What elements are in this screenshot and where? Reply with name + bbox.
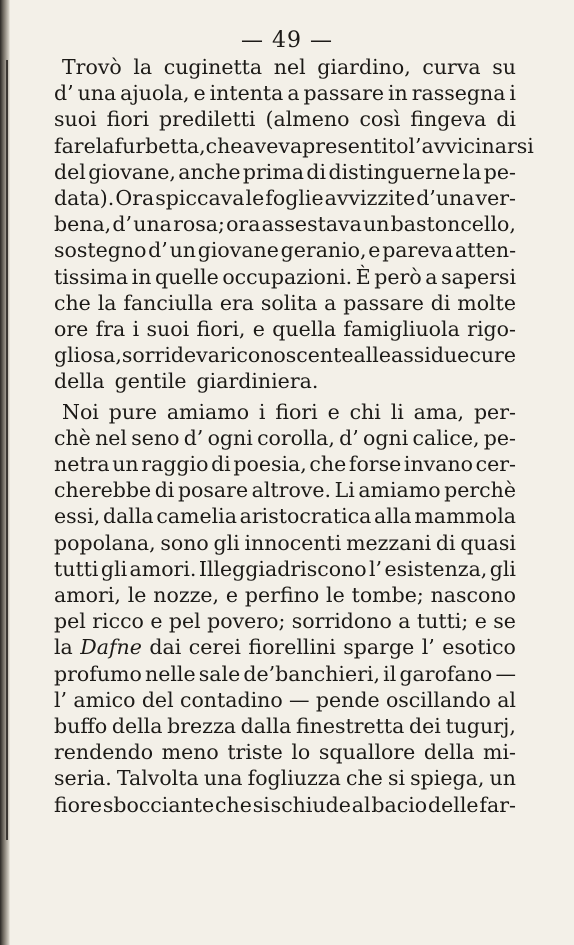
word: rassegna bbox=[411, 81, 506, 106]
word: le bbox=[326, 583, 345, 608]
word: la bbox=[95, 133, 115, 158]
word: così bbox=[359, 107, 401, 132]
word: nel bbox=[95, 425, 127, 450]
word: fra bbox=[95, 317, 126, 342]
text-line bbox=[54, 80, 516, 106]
word: assestava bbox=[261, 212, 362, 237]
word: giovane, bbox=[88, 159, 176, 184]
word: l’ bbox=[421, 635, 435, 660]
word: in bbox=[387, 81, 408, 106]
word: fogliuzza bbox=[247, 766, 341, 791]
word: sparge bbox=[343, 635, 415, 660]
word: Talvolta bbox=[116, 766, 199, 791]
word: una bbox=[133, 212, 172, 237]
word: che bbox=[54, 290, 91, 315]
word: fiori bbox=[106, 107, 150, 132]
word: famigliuola bbox=[343, 317, 460, 342]
word: finestretta bbox=[295, 714, 405, 739]
word: posare bbox=[177, 478, 249, 503]
word: amiamo bbox=[358, 478, 441, 503]
word: a bbox=[287, 81, 300, 106]
word: pel bbox=[54, 609, 86, 634]
word: solita bbox=[260, 290, 318, 315]
text-line bbox=[54, 106, 516, 132]
text-line bbox=[54, 159, 516, 185]
word: cerei bbox=[188, 635, 241, 660]
text-line bbox=[54, 399, 516, 425]
word: cuginetta bbox=[163, 55, 263, 79]
word: ajuola, bbox=[120, 81, 190, 106]
word: lo bbox=[291, 740, 311, 765]
word: al bbox=[351, 792, 371, 817]
text-line bbox=[54, 608, 516, 634]
word: dalla bbox=[240, 714, 292, 739]
word: del bbox=[54, 159, 86, 184]
text-line bbox=[54, 687, 516, 713]
word: un bbox=[112, 452, 139, 477]
word: seno bbox=[131, 425, 180, 450]
word: nel bbox=[273, 55, 306, 79]
text-line bbox=[54, 556, 516, 582]
word: prima bbox=[242, 159, 305, 184]
word: rendendo bbox=[54, 740, 154, 765]
text-line bbox=[54, 425, 516, 451]
word: giardiniera. bbox=[196, 369, 319, 394]
word: il bbox=[383, 661, 397, 686]
word: tombe; bbox=[351, 583, 424, 608]
text-line bbox=[54, 237, 516, 263]
text-line bbox=[54, 477, 516, 503]
word: sbocciante bbox=[102, 792, 215, 817]
word: netra bbox=[54, 452, 110, 477]
word: pareva bbox=[382, 238, 454, 263]
word: cherebbe bbox=[54, 478, 152, 503]
word: sapersi bbox=[441, 264, 516, 289]
word: sale bbox=[198, 661, 241, 686]
word: un bbox=[169, 238, 196, 263]
word: innocenti bbox=[244, 530, 342, 555]
word: passare bbox=[303, 81, 385, 106]
word: contadino bbox=[179, 687, 283, 712]
word: alle bbox=[353, 343, 391, 368]
word: un bbox=[363, 212, 390, 237]
word: ver- bbox=[475, 186, 516, 211]
word: e bbox=[327, 399, 340, 424]
word: gentile bbox=[114, 369, 187, 394]
text-line bbox=[54, 264, 516, 290]
word: — bbox=[495, 661, 516, 686]
word: nelle bbox=[145, 661, 196, 686]
word: brezza bbox=[167, 714, 236, 739]
word: ogni bbox=[207, 425, 253, 450]
word: data). bbox=[54, 186, 115, 211]
word: l’avvicinarsi bbox=[408, 133, 534, 158]
word: che bbox=[215, 792, 252, 817]
word: si bbox=[387, 766, 406, 791]
word: e bbox=[193, 81, 206, 106]
word: occupazioni. bbox=[222, 264, 353, 289]
word: foglie bbox=[265, 186, 324, 211]
word: di bbox=[306, 159, 327, 184]
word: i bbox=[132, 317, 140, 342]
word: cer- bbox=[475, 452, 516, 477]
word: passare bbox=[343, 290, 424, 315]
word: sono bbox=[160, 530, 209, 555]
word: giovane bbox=[197, 238, 279, 263]
word: ora bbox=[226, 212, 261, 237]
word: la bbox=[54, 635, 73, 660]
word: — bbox=[289, 687, 310, 712]
word: fiori bbox=[275, 399, 318, 424]
word: la bbox=[133, 55, 153, 79]
word: oscillando bbox=[385, 687, 491, 712]
word: fiore bbox=[54, 792, 102, 817]
text-line bbox=[54, 290, 516, 316]
word: dai bbox=[149, 635, 182, 660]
word: però bbox=[374, 264, 422, 289]
word: pel bbox=[168, 609, 201, 634]
text-line bbox=[54, 792, 516, 818]
word: d’ bbox=[148, 238, 168, 263]
word: meno bbox=[161, 740, 219, 765]
word: per- bbox=[473, 399, 516, 424]
word: d’ bbox=[54, 81, 74, 106]
word: ricco bbox=[92, 609, 144, 634]
word: molte bbox=[457, 290, 516, 315]
word: forse bbox=[348, 452, 402, 477]
word: delle bbox=[428, 792, 479, 817]
word: d’una bbox=[416, 186, 475, 211]
word: se bbox=[493, 609, 516, 634]
word: povero; bbox=[207, 609, 286, 634]
text-line bbox=[54, 503, 516, 529]
word: aveva bbox=[242, 133, 303, 158]
word: li bbox=[390, 399, 404, 424]
word: sostegno bbox=[54, 238, 147, 263]
word: ore bbox=[54, 317, 89, 342]
word: perchè bbox=[444, 478, 516, 503]
text-line bbox=[54, 582, 516, 608]
word: rigo- bbox=[467, 317, 516, 342]
word: d’ bbox=[339, 425, 359, 450]
text-line bbox=[54, 54, 516, 80]
word: che bbox=[345, 766, 383, 791]
word: d’ bbox=[183, 425, 204, 450]
word: sorrideva bbox=[121, 343, 220, 368]
word: camelia bbox=[156, 504, 237, 529]
word: avvizzite bbox=[324, 186, 416, 211]
word: mi- bbox=[483, 740, 516, 765]
word: del bbox=[141, 687, 174, 712]
word: e bbox=[252, 317, 265, 342]
word: le bbox=[127, 583, 147, 608]
word: pe- bbox=[483, 425, 516, 450]
word: amiamo bbox=[166, 399, 250, 424]
word: di bbox=[435, 530, 456, 555]
text-line bbox=[54, 713, 516, 739]
word: gli bbox=[489, 556, 516, 581]
word: alla bbox=[374, 504, 412, 529]
text-line bbox=[54, 765, 516, 791]
word: poesia, bbox=[233, 452, 307, 477]
word: riconoscente bbox=[220, 343, 354, 368]
word: della bbox=[423, 740, 475, 765]
word: amico bbox=[73, 687, 136, 712]
word: si bbox=[252, 792, 270, 817]
word: una bbox=[77, 81, 117, 106]
word: bastoncello, bbox=[390, 212, 516, 237]
word: Li bbox=[334, 478, 355, 503]
word: profumo bbox=[54, 661, 142, 686]
text-line bbox=[54, 634, 516, 660]
word: chè bbox=[54, 425, 91, 450]
body-text bbox=[54, 54, 534, 818]
paragraph-2 bbox=[54, 399, 516, 818]
word: rosa; bbox=[173, 212, 225, 237]
word: intenta bbox=[209, 81, 284, 106]
word: chi bbox=[349, 399, 381, 424]
word: i bbox=[258, 399, 266, 424]
word: mezzani bbox=[346, 530, 432, 555]
word: ogni bbox=[363, 425, 409, 450]
word: d’ bbox=[112, 212, 133, 237]
word: cure bbox=[469, 343, 516, 368]
word: spiccava bbox=[155, 186, 245, 211]
word: bacio bbox=[371, 792, 428, 817]
word: de’banchieri, bbox=[243, 661, 380, 686]
word: un bbox=[489, 766, 516, 791]
word: la bbox=[462, 159, 482, 184]
word: Dafne bbox=[80, 635, 142, 660]
paragraph-1 bbox=[54, 54, 534, 395]
word: aristocratica bbox=[239, 504, 372, 529]
word: pure bbox=[108, 399, 157, 424]
word: i bbox=[509, 81, 516, 106]
text-line bbox=[54, 316, 516, 342]
word: e bbox=[150, 609, 163, 634]
word: fiorellini bbox=[248, 635, 336, 660]
text-line bbox=[54, 342, 516, 368]
word: della bbox=[111, 714, 163, 739]
word: Illeggiadriscono bbox=[198, 556, 367, 581]
word: di bbox=[154, 478, 175, 503]
word: tutti; bbox=[416, 609, 469, 634]
word: quasi bbox=[460, 530, 516, 555]
word: mammola bbox=[414, 504, 516, 529]
word: presentito bbox=[302, 133, 409, 158]
word: invano bbox=[403, 452, 473, 477]
word: di bbox=[211, 452, 231, 477]
word: curva bbox=[422, 55, 481, 79]
word: corolla, bbox=[257, 425, 335, 450]
word: squallore bbox=[318, 740, 416, 765]
text-line bbox=[54, 661, 516, 687]
word: che bbox=[309, 452, 347, 477]
word: spiega, bbox=[410, 766, 485, 791]
word: ama, bbox=[413, 399, 465, 424]
word: far- bbox=[479, 792, 516, 817]
word: pende bbox=[315, 687, 380, 712]
word: di bbox=[430, 290, 451, 315]
word: distinguerne bbox=[328, 159, 461, 184]
word: quelle bbox=[155, 264, 219, 289]
word: Trovò bbox=[62, 55, 122, 79]
word: furbetta, bbox=[114, 133, 206, 158]
word: della bbox=[54, 369, 105, 394]
word: dei bbox=[409, 714, 441, 739]
text-line bbox=[54, 133, 534, 159]
word: buffo bbox=[54, 714, 108, 739]
word: fare bbox=[54, 133, 96, 158]
word: in bbox=[131, 264, 152, 289]
word: suoi bbox=[54, 107, 97, 132]
word: altrove. bbox=[251, 478, 332, 503]
word: pe- bbox=[483, 159, 516, 184]
word: geranio, bbox=[280, 238, 367, 263]
word: garofano bbox=[399, 661, 493, 686]
word: Noi bbox=[62, 399, 99, 424]
word: gli bbox=[100, 556, 128, 581]
word: una bbox=[203, 766, 243, 791]
word: anche bbox=[178, 159, 241, 184]
word: sorridono bbox=[291, 609, 392, 634]
word: di bbox=[496, 107, 516, 132]
word: le bbox=[245, 186, 265, 211]
word: esistenza, bbox=[384, 556, 488, 581]
word: che bbox=[205, 133, 243, 158]
word: assidue bbox=[391, 343, 470, 368]
text-line bbox=[54, 368, 516, 394]
binding-shadow bbox=[6, 60, 8, 840]
word: schiude bbox=[270, 792, 351, 817]
word: Ora bbox=[115, 186, 155, 211]
word: amori, bbox=[54, 583, 121, 608]
word: gliosa, bbox=[54, 343, 122, 368]
word: tugurj, bbox=[445, 714, 516, 739]
word: al bbox=[497, 687, 516, 712]
word: quella bbox=[272, 317, 337, 342]
word: bena, bbox=[54, 212, 112, 237]
word: l’ bbox=[368, 556, 383, 581]
word: È bbox=[355, 264, 371, 289]
word: era bbox=[219, 290, 254, 315]
word: raggio bbox=[141, 452, 209, 477]
word: a bbox=[398, 609, 411, 634]
word: amori. bbox=[129, 556, 197, 581]
word: l’ bbox=[54, 687, 68, 712]
word: e bbox=[368, 238, 381, 263]
word: a bbox=[324, 290, 337, 315]
word: essi, bbox=[54, 504, 101, 529]
word: dalla bbox=[102, 504, 154, 529]
text-line bbox=[54, 185, 516, 211]
word: la bbox=[97, 290, 117, 315]
word: atten- bbox=[455, 238, 516, 263]
word: fiori, bbox=[196, 317, 246, 342]
page-number: — 49 — bbox=[241, 28, 333, 53]
word: e bbox=[474, 609, 487, 634]
word: nascono bbox=[430, 583, 516, 608]
text-line bbox=[54, 451, 516, 477]
word: esotico bbox=[442, 635, 516, 660]
word: a bbox=[425, 264, 438, 289]
word: tissima bbox=[54, 264, 129, 289]
word: suoi bbox=[146, 317, 190, 342]
word: fanciulla bbox=[123, 290, 213, 315]
word: su bbox=[492, 55, 516, 79]
word: popolana, bbox=[54, 530, 156, 555]
text-line bbox=[54, 211, 516, 237]
word: fingeva bbox=[410, 107, 487, 132]
word: perfino bbox=[244, 583, 320, 608]
word: seria. bbox=[54, 766, 112, 791]
word: (almeno bbox=[265, 107, 350, 132]
word: e bbox=[225, 583, 239, 608]
page-edge bbox=[0, 0, 10, 945]
word: nozze, bbox=[153, 583, 220, 608]
text-line bbox=[54, 739, 516, 765]
text-line bbox=[54, 530, 516, 556]
word: giardino, bbox=[317, 55, 411, 79]
word: prediletti bbox=[159, 107, 256, 132]
word: tutti bbox=[54, 556, 99, 581]
word: triste bbox=[227, 740, 283, 765]
word: gli bbox=[213, 530, 240, 555]
word: calice, bbox=[412, 425, 480, 450]
